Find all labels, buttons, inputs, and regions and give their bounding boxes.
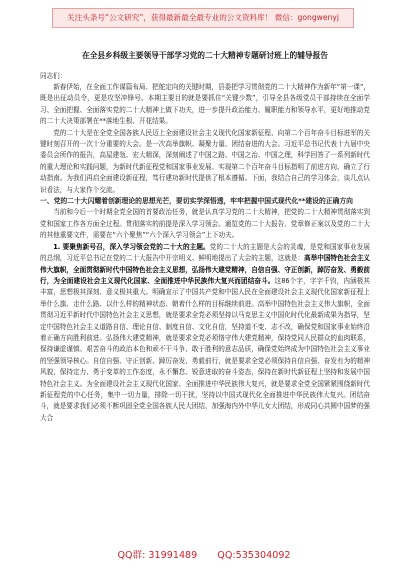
document-page (40, 32, 370, 540)
paragraph-task: 当前和今后一个时期全党全国的首要政治任务，就是认真学习党的二十大精神，把党的二十大精神贯彻落实到党和国家工作各方面全过程。贯彻落实的前提是深入学习领会。通览党的二十大报告、党章修正案以及党的二十大的其他重要文件，需要在“六个聚焦”“六个深入学习领会”上下功夫。 (40, 208, 370, 240)
qq-group-text: QQ群: 31991489 (117, 550, 198, 561)
paragraph-theme (40, 242, 370, 425)
salutation: 同志们： (40, 72, 67, 80)
section-heading-1: 一、党的二十大闪耀着创新理论的思想光芒，要切实学深悟透，牢牢把握中国式现代化**建设的正确方向 (40, 197, 353, 206)
point-1-lead: 1. 要聚焦新号召，深入学习领会党的二十大的主题。 (53, 242, 210, 251)
footer-contact (0, 546, 408, 566)
qq-number-text: QQ:535304092 (217, 550, 291, 561)
point-1-body: 这86个字，字字千钧，内涵极其丰富，思想极其深刻、意义极其重大。明确宣示了中国共产党和中国人民在全面建设社会主义现代化国家新征程上举什么旗、走什么路、以什么样的精神状态、朝着什么样的目标继续前进。高举中国特色社会主义伟大旗帜，全面贯彻习近平新时代中国特色社会主义思想，就是要求全党必须坚持以马克思主义中国化时代化最新成果为指导，坚定中国特色社会主义道路自信、理论自信、制度自信、文化自信，坚持道不变、志不改，确保党和国家事业始终沿着正确方向胜利前进。弘扬伟大建党精神，就是要求全党必须恪守伟大建党精神，保持党同人民群众的血肉联系，保持谦虚谨慎、艰苦奋斗的政治本色和顽不干斗争、敢于胜利的意志品质，确保党始终成为中国特色社会主义事业的坚强领导核心。自信自强、守正创新、踔厉奋发、勇毅前行，就是要求全党必须保持自信自强、奋发有为的精神风貌，保持定力、勇于变革的工作态度，永不懈怠、锐意进取的奋斗姿态，保持在新时代新征程上坚持和发展中国特色社会主义。为全面建设社会主义现代化国家、全面推进中华民族伟大复兴，就是要求全党全国紧紧围绕新时代新征程党的中心任务，集中一切力量，排除一切干扰，坚持以中国式现代化全面推进中华民族伟大复兴。团结奋斗，就是要求我们必须不断巩固全党全国各族人民大团结，加强海内外中华儿女大团结，形成同心共圆中国梦的强大合 (40, 276, 370, 422)
promo-banner: 关注头条号“公文研究”，获得最新最全最专业的公文资料库！ 微信：gongwenyj (52, 8, 354, 28)
congress-theme-text: 高举中国特色社会主义伟大旗帜，全面贯彻新时代中国特色社会主义思想，弘扬伟大建党精神，自信自强、守正创新，踔厉奋发、勇毅前行，为全面建设社会主义现代化国家、全面推进中华民族伟大复兴而团结奋斗。 (40, 254, 370, 285)
document-title: 在全县乡科级主要领导干部学习党的二十大精神专题研讨班上的辅导报告 (81, 51, 328, 60)
paragraph-intro: 新春伊始，在全面工作谋篇布局、把舵定向的关键时期，县委把学习贯彻党的二十大精神作为新年“第一课”，既是出征动员令，更是攻坚冲锋号。本期主要目的就是要抓住“关键少数”，引导全县各级党员干部持续在全面学习、全面把握、全面落实党的二十大精神上做下功夫，进一步提升政治能力、履职能力和领导水平，更好地推动党的二十大决策部署在**落地生根、开花结果。 (40, 83, 370, 126)
point-1-intro: 党的二十大的主题是大会的灵魂，是党和国家事业发展的总纲，习近平总书记在党的二十大报告中开宗明义、鲜明地提出了大会的主题，这就是： (40, 242, 370, 263)
paragraph-background: 党的二十大是在全党全国各族人民迈上全面建设社会主义现代化国家新征程、向第二个百年奋斗目标进军的关键时刻召开的一次十分重要的大会。是一次高举旗帜、凝聚力量、团结奋进的大会。习近平总书记代表十九届中央委员会所作的报告，高屋建瓴、宏大精深，深刻阐述了中国之路、中国之治、中国之理，科学回答了一系列新时代的重大理论和实践问题，为新时代新征程党和国家事业发展、实现第二个百年奋斗目标指明了前进方向、确立了行动指南。为我们再启全面建设新征程，笃行建功新时代提供了根本遵循。下面，我结合自己的学习体会，谈几点认识看法，与大家作个交流。 (40, 128, 370, 194)
